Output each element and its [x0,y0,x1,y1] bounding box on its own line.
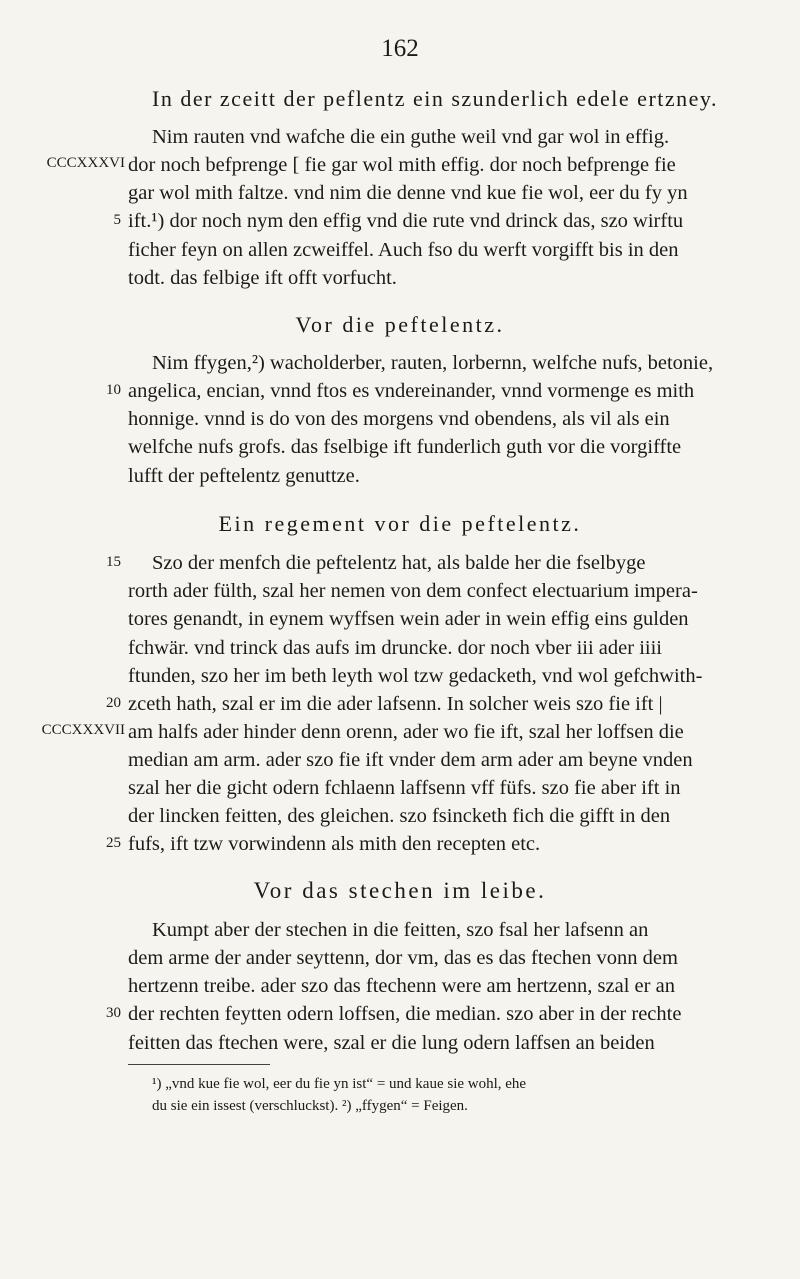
text-line: ficher feyn on allen zcweiffel. Auch fso du werft vorgifft bis in den [128,239,679,261]
text-line: lufft der peftelentz genuttze. [128,465,360,487]
text-line: szal her die gicht odern fchlaenn laffsenn vff füfs. szo fie aber ift in [128,777,681,799]
line-number: 30 [106,1005,121,1021]
text-line: feitten das ftechen were, szal er die lung odern laffsen an beiden [128,1032,655,1054]
section-heading: Ein regement vor die peftelentz. [218,511,582,536]
text-line: dem arme der ander seyttenn, dor vm, das es das ftechen vonn dem [128,947,678,969]
text-line: dor noch befprenge [ fie gar wol mith effig. dor noch befprenge fie [128,154,676,176]
margin-note: CCCXXXVII [41,722,125,738]
text-line: Szo der menfch die peftelentz hat, als balde her die fselbyge [152,552,646,574]
section-heading: Vor das stechen im leibe. [253,878,547,903]
footnote-separator [128,1064,270,1065]
line-number: 20 [106,695,121,711]
text-line: honnige. vnnd is do von des morgens vnd obendens, als vil als ein [128,408,670,430]
section-heading: Vor die peftelentz. [295,312,505,337]
text-line: todt. das felbige ift offt vorfucht. [128,267,397,289]
text-line: Nim rauten vnd wafche die ein guthe weil vnd gar wol in effig. [152,126,670,148]
footnote: du sie ein issest (verschluckst). ²) „ffygen“ = Feigen. [152,1098,468,1114]
text-line: fchwär. vnd trinck das aufs im druncke. dor noch vber iii ader iiii [128,637,662,659]
text-line: ftunden, szo her im beth leyth wol tzw gedacketh, vnd wol gefchwith- [128,665,703,687]
text-line: der rechten feytten odern loffsen, die median. szo aber in der rechte [128,1003,682,1025]
text-line: welfche nufs grofs. das fselbige ift funderlich guth vor die vorgiffte [128,436,682,458]
text-line: Kumpt aber der stechen in die feitten, szo fsal her lafsenn an [152,919,649,941]
section-title-line: In der zceitt der peflentz ein szunderlich edele ertzney. [152,86,718,111]
text-line: angelica, encian, vnnd ftos es vndereinander, vnnd vormenge es mith [128,380,695,402]
text-line: hertzenn treibe. ader szo das ftechenn were am hertzenn, szal er an [128,975,675,997]
text-line: rorth ader fülth, szal her nemen von dem confect electuarium impera- [128,580,698,602]
text-line: am halfs ader hinder denn orenn, ader wo fie ift, szal her loffsen die [128,721,684,743]
text-line: median am arm. ader szo fie ift vnder dem arm ader am beyne vnden [128,749,693,771]
line-number: 15 [106,554,121,570]
text-line: tores genandt, in eynem wyffsen wein ader in wein effig eins gulden [128,608,689,630]
line-number: 25 [106,835,121,851]
text-line: der lincken feitten, des gleichen. szo fsincketh fich die gifft in den [128,805,671,827]
footnote: ¹) „vnd kue fie wol, eer du fie yn ist“ = und kaue sie wohl, ehe [152,1076,527,1092]
text-line: Nim ffygen,²) wacholderber, rauten, lorbernn, welfche nufs, betonie, [152,352,714,374]
line-number: 5 [113,212,121,228]
text-line: gar wol mith faltze. vnd nim die denne vnd kue fie wol, eer du fy yn [128,182,688,204]
line-number: 10 [106,382,121,398]
page-number: 162 [381,35,419,62]
text-line: ift.¹) dor noch nym den effig vnd die rute vnd drinck das, szo wirftu [128,210,684,232]
margin-note: CCCXXXVI [46,155,125,171]
text-line: fufs, ift tzw vorwindenn als mith den recepten etc. [128,833,541,855]
text-line: zceth hath, szal er im die ader lafsenn. In solcher weis szo fie ift | [128,693,663,715]
